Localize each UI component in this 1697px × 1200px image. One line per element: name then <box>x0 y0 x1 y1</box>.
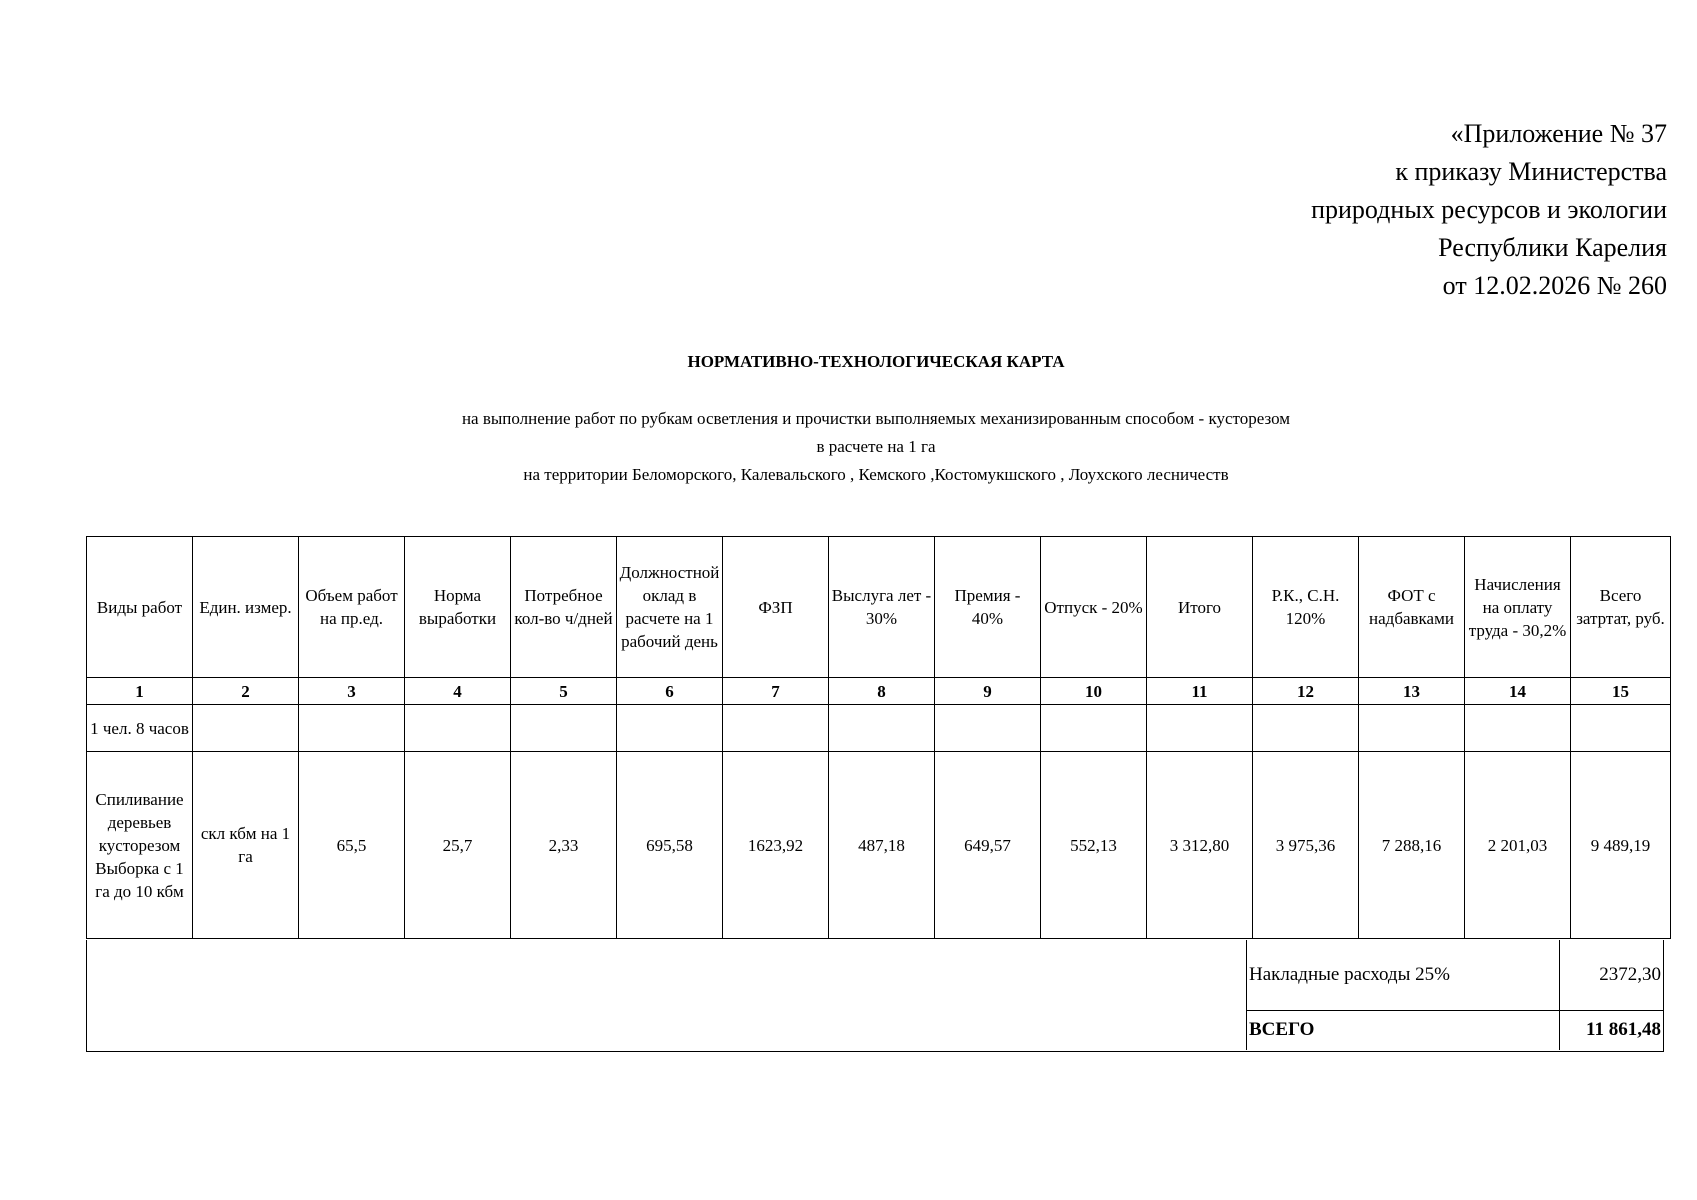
column-number: 12 <box>1253 678 1359 705</box>
total-label: ВСЕГО <box>1249 1019 1315 1040</box>
empty-cell <box>935 705 1041 752</box>
appendix-block <box>1147 115 1667 305</box>
column-number: 6 <box>617 678 723 705</box>
data-cell: 1623,92 <box>723 752 829 939</box>
column-number: 5 <box>511 678 617 705</box>
empty-cell <box>1253 705 1359 752</box>
column-number: 4 <box>405 678 511 705</box>
column-number: 15 <box>1571 678 1671 705</box>
unit-row <box>87 705 1671 752</box>
data-cell: 487,18 <box>829 752 935 939</box>
header-cell: Р.К., С.Н. 120% <box>1253 537 1359 678</box>
header-cell: Должностной оклад в расчете на 1 рабочий день <box>617 537 723 678</box>
appendix-line: Республики Карелия <box>1438 233 1667 262</box>
empty-cell <box>829 705 935 752</box>
empty-cell <box>1041 705 1147 752</box>
overhead-row <box>1247 940 1663 1011</box>
empty-cell <box>1359 705 1465 752</box>
data-cell: 695,58 <box>617 752 723 939</box>
data-cell: 7 288,16 <box>1359 752 1465 939</box>
header-cell: Норма выработки <box>405 537 511 678</box>
unit-cell: 1 чел. 8 часов <box>87 705 193 752</box>
appendix-line: «Приложение № 37 <box>1450 119 1667 148</box>
header-cell: Потребное кол-во ч/дней <box>511 537 617 678</box>
header-cell: Премия - 40% <box>935 537 1041 678</box>
appendix-line: природных ресурсов и экологии <box>1311 195 1667 224</box>
data-cell: 25,7 <box>405 752 511 939</box>
appendix-line: к приказу Министерства <box>1395 157 1667 186</box>
unit-of-measure-cell: скл кбм на 1 га <box>193 752 299 939</box>
header-cell: Всего затртат, руб. <box>1571 537 1671 678</box>
empty-cell <box>405 705 511 752</box>
column-number: 8 <box>829 678 935 705</box>
column-number: 2 <box>193 678 299 705</box>
total-value: 11 861,48 <box>1586 1019 1661 1040</box>
data-cell: 2 201,03 <box>1465 752 1571 939</box>
subtitle-line: в расчете на 1 га <box>816 437 936 456</box>
column-number: 11 <box>1147 678 1253 705</box>
column-number: 13 <box>1359 678 1465 705</box>
summary-box <box>1246 940 1663 1050</box>
header-cell: ФОТ с надбавками <box>1359 537 1465 678</box>
header-cell: Итого <box>1147 537 1253 678</box>
data-cell: 552,13 <box>1041 752 1147 939</box>
empty-cell <box>511 705 617 752</box>
column-number: 10 <box>1041 678 1147 705</box>
data-cell: 65,5 <box>299 752 405 939</box>
data-cell: 2,33 <box>511 752 617 939</box>
document-title: НОРМАТИВНО-ТЕХНОЛОГИЧЕСКАЯ КАРТА <box>687 352 1065 371</box>
header-cell: Начисления на оплату труда - 30,2% <box>1465 537 1571 678</box>
work-type-cell: Спиливание деревьев кусторезом Выборка с 1 га до 10 кбм <box>87 752 193 939</box>
column-number: 14 <box>1465 678 1571 705</box>
header-cell: Виды работ <box>87 537 193 678</box>
overhead-label: Накладные расходы 25% <box>1249 964 1450 985</box>
header-row <box>87 537 1671 678</box>
subtitle-line: на территории Беломорского, Калевальского , Кемского ,Костомукшского , Лоухского лесничеств <box>523 465 1229 484</box>
appendix-line: от 12.02.2026 № 260 <box>1442 271 1667 300</box>
header-cell: Выслуга лет - 30% <box>829 537 935 678</box>
empty-cell <box>723 705 829 752</box>
cost-table <box>86 536 1671 939</box>
document-subtitle <box>0 405 1697 489</box>
column-number: 7 <box>723 678 829 705</box>
column-number: 3 <box>299 678 405 705</box>
empty-cell <box>1147 705 1253 752</box>
overhead-value: 2372,30 <box>1599 964 1661 985</box>
empty-cell <box>1465 705 1571 752</box>
empty-cell <box>1571 705 1671 752</box>
total-row <box>1247 1011 1663 1050</box>
column-number: 9 <box>935 678 1041 705</box>
empty-cell <box>299 705 405 752</box>
header-cell: Объем работ на пр.ед. <box>299 537 405 678</box>
data-cell: 9 489,19 <box>1571 752 1671 939</box>
data-cell: 3 312,80 <box>1147 752 1253 939</box>
header-cell: ФЗП <box>723 537 829 678</box>
column-number: 1 <box>87 678 193 705</box>
empty-cell <box>193 705 299 752</box>
table-row <box>87 752 1671 939</box>
data-cell: 3 975,36 <box>1253 752 1359 939</box>
summary-block <box>86 940 1664 1052</box>
column-number-row <box>87 678 1671 705</box>
data-cell: 649,57 <box>935 752 1041 939</box>
empty-cell <box>617 705 723 752</box>
header-cell: Отпуск - 20% <box>1041 537 1147 678</box>
header-cell: Един. измер. <box>193 537 299 678</box>
subtitle-line: на выполнение работ по рубкам осветления и прочистки выполняемых механизированным способом - кусторезом <box>461 409 1291 428</box>
